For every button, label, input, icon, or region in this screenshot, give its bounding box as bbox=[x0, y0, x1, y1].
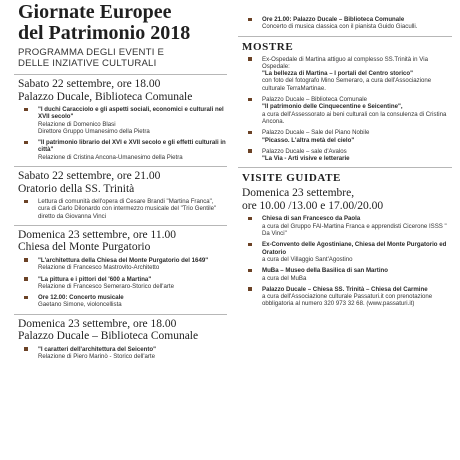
event-heading bbox=[18, 78, 227, 103]
bullet-icon bbox=[24, 258, 28, 262]
event-venue: Oratorio della SS. Trinità bbox=[18, 182, 135, 195]
list-item bbox=[238, 148, 452, 163]
item-desc: Ex-Ospedale di Martina attiguo al complesso SS.Trinità in Via Ospedale: bbox=[262, 55, 428, 70]
item-desc: Relazione di Francesco Mastrovito-Architetto bbox=[38, 264, 160, 272]
item-desc: a cura dell'Assessorato ai beni culturali con la consulenza di Cristina Ancona. bbox=[262, 110, 447, 125]
list-item bbox=[238, 56, 452, 92]
item-title: "Il patrimonio librario del XVI e XVII secolo e gli effetti culturali in città" bbox=[38, 139, 226, 154]
event-items bbox=[238, 16, 452, 31]
event-venue: Palazzo Ducale – Biblioteca Comunale bbox=[18, 330, 199, 343]
bullet-icon bbox=[248, 98, 252, 102]
bullet-icon bbox=[248, 269, 252, 273]
event-heading bbox=[18, 318, 227, 343]
item-title: "I caratteri dell'architettura del Seicento" bbox=[38, 345, 156, 353]
event-heading bbox=[18, 229, 227, 254]
bullet-icon bbox=[248, 57, 252, 61]
bullet-icon bbox=[24, 108, 28, 112]
divider bbox=[238, 167, 452, 168]
bullet-icon bbox=[248, 243, 252, 247]
divider bbox=[14, 74, 227, 75]
bullet-icon bbox=[248, 18, 252, 22]
item-title: Ore 12.00: Concerto musicale bbox=[38, 294, 124, 302]
bullet-icon bbox=[24, 296, 28, 300]
divider bbox=[14, 225, 227, 226]
item-desc: Lettura di comunità dell'opera di Cesare Brandi "Martina Franca", cura di Carlo Dilonardo con intermezzo musicale del "Trio Gentile" diretto da Giovanna Vinci bbox=[38, 198, 217, 220]
item-desc: Palazzo Ducale – Sale del Piano Nobile bbox=[262, 129, 370, 137]
bullet-icon bbox=[248, 131, 252, 135]
item-desc: Direttore Gruppo Umanesimo della Pietra bbox=[38, 127, 150, 135]
bullet-icon bbox=[248, 217, 252, 221]
left-column bbox=[14, 0, 227, 364]
list-item bbox=[238, 129, 452, 144]
bullet-icon bbox=[24, 347, 28, 351]
divider bbox=[14, 314, 227, 315]
item-desc: Concerto di musica classica con il pianista Guido Giaculli. bbox=[262, 23, 418, 31]
list-item bbox=[14, 346, 227, 361]
event-date: Sabato 22 settembre, ore 21.00 bbox=[18, 170, 161, 183]
item-title: "La bellezza di Martina – I portali del Centro storico" bbox=[262, 70, 414, 78]
item-title: "La pittura e i pittori del '600 a Martina" bbox=[38, 275, 152, 283]
item-desc: Palazzo Ducale – sale d'Avalos bbox=[262, 147, 347, 155]
list-item bbox=[14, 257, 227, 272]
event-items bbox=[14, 346, 227, 361]
bullet-icon bbox=[24, 141, 28, 145]
section-heading-mostre: MOSTRE bbox=[242, 40, 294, 53]
item-desc: a cura del Villaggio Sant'Agostino bbox=[262, 255, 353, 263]
item-title: Ore 21.00: Palazzo Ducale – Biblioteca Comunale bbox=[262, 16, 405, 23]
event-items bbox=[14, 257, 227, 309]
event-date: Domenica 23 settembre, ore 18.00 bbox=[18, 317, 177, 330]
subtitle-line-1: PROGRAMMA DEGLI EVENTI E bbox=[18, 47, 165, 58]
bullet-icon bbox=[248, 149, 252, 153]
item-desc: a cura dell'Associazione culturale Passaturi.it con prenotazione obbligatoria al numero 320 973 32 68. (www.passaturi.it) bbox=[262, 293, 433, 308]
list-item bbox=[14, 198, 227, 220]
item-desc: con foto del fotografo Mino Semeraro, a cura dell'Associazione culturale TerraMartinae. bbox=[262, 77, 432, 92]
event-date: Sabato 22 settembre, ore 18.00 bbox=[18, 78, 161, 90]
list-item bbox=[14, 294, 227, 309]
title-line-2: del Patrimonio 2018 bbox=[18, 22, 191, 44]
item-title: "Il patrimonio delle Cinquecentine e Seicentine", bbox=[262, 103, 403, 111]
page-title bbox=[18, 2, 227, 44]
event-heading bbox=[18, 170, 227, 195]
item-desc: a cura del Gruppo FAI-Martina Franca e apprendisti Cicerone ISSS " Da Vinci" bbox=[262, 222, 447, 238]
item-title: Chiesa di san Francesco da Paola bbox=[262, 215, 361, 223]
list-item bbox=[238, 96, 452, 125]
visite-list bbox=[238, 215, 452, 307]
visite-date: Domenica 23 settembre, bbox=[242, 187, 355, 200]
title-line-1: Giornate Europee bbox=[18, 1, 172, 23]
item-title: "Picasso. L'altra metà del cielo" bbox=[262, 136, 355, 144]
item-desc: Relazione di Piero Marinò - Storico dell'arte bbox=[38, 353, 155, 361]
visite-times: ore 10.00 /13.00 e 17.00/20.00 bbox=[242, 199, 384, 212]
list-item bbox=[238, 267, 452, 282]
divider bbox=[238, 36, 452, 37]
event-venue: Chiesa del Monte Purgatorio bbox=[18, 241, 151, 254]
list-item bbox=[238, 16, 452, 31]
item-desc: Relazione di Cristina Ancona-Umanesimo della Pietra bbox=[38, 153, 183, 161]
bullet-icon bbox=[24, 277, 28, 281]
divider bbox=[14, 166, 227, 167]
section-heading-visite: VISITE GUIDATE bbox=[242, 172, 341, 185]
list-item bbox=[14, 276, 227, 291]
item-desc: Relazione di Francesco Semeraro-Storico dell'arte bbox=[38, 282, 174, 290]
subtitle-line-2: DELLE INZIATIVE CULTURALI bbox=[18, 58, 157, 69]
list-item bbox=[14, 139, 227, 161]
item-desc: Gaetano Simone, violoncellista bbox=[38, 301, 122, 309]
event-venue: Palazzo Ducale, Biblioteca Comunale bbox=[18, 90, 193, 103]
item-title: "La Via - Arti visive e letterarie bbox=[262, 155, 350, 163]
page-subtitle bbox=[18, 47, 227, 69]
item-title: MuBa – Museo della Basilica di san Martino bbox=[262, 267, 388, 275]
item-desc: Palazzo Ducale – Biblioteca Comunale bbox=[262, 96, 368, 104]
item-title: Palazzo Ducale – Chiesa SS. Trinità – Chiesa del Carmine bbox=[262, 285, 428, 293]
list-item bbox=[14, 106, 227, 135]
right-column bbox=[238, 0, 452, 312]
item-desc: Relazione di Domenico Blasi bbox=[38, 120, 116, 128]
bullet-icon bbox=[248, 287, 252, 291]
event-items bbox=[14, 198, 227, 220]
mostre-list bbox=[238, 56, 452, 163]
item-title: "I duchi Caracciolo e gli aspetti sociali, economici e culturali nel XVII secolo" bbox=[38, 106, 224, 121]
event-items bbox=[14, 106, 227, 161]
bullet-icon bbox=[24, 200, 28, 204]
list-item bbox=[238, 215, 452, 237]
item-title: Ex-Convento delle Agostiniane, Chiesa del Monte Purgatorio ed Oratorio bbox=[262, 241, 447, 256]
item-desc: a cura del MuBa bbox=[262, 274, 307, 282]
item-title: "L'architettura della Chiesa del Monte Purgatorio del 1649" bbox=[38, 256, 209, 264]
list-item bbox=[238, 286, 452, 308]
list-item bbox=[238, 241, 452, 263]
visite-heading bbox=[242, 187, 452, 212]
event-date: Domenica 23 settembre, ore 11.00 bbox=[18, 228, 176, 241]
